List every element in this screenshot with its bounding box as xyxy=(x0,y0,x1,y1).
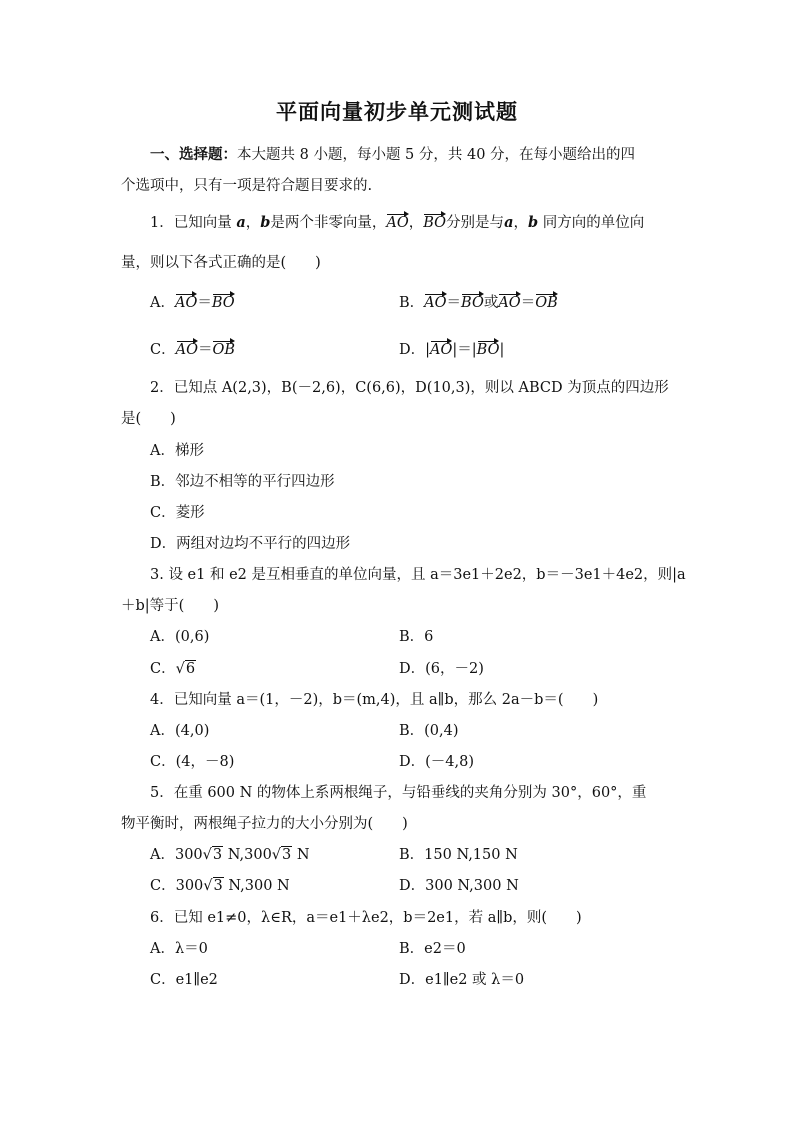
q4-option-a: A．(4,0) xyxy=(150,723,210,739)
q3-stem-line-2: ＋b|等于( ) xyxy=(121,598,219,614)
q4-option-c: C．(4，－8) xyxy=(150,754,235,770)
q2-option-d: D．两组对边均不平行的四边形 xyxy=(150,536,351,552)
q5-stem-line-1: 5．在重 600 N 的物体上系两根绳子，与铅垂线的夹角分别为 30°，60°，重 xyxy=(150,785,647,801)
q5-option-c: C．300√3 N,300 N xyxy=(150,878,290,894)
q1-option-d: D．|AO|＝|BO| xyxy=(399,342,505,358)
q5-option-b: B．150 N,150 N xyxy=(399,847,518,863)
q1-stem-line-2: 量，则以下各式正确的是( ) xyxy=(121,255,321,271)
q3-option-c: C．√6 xyxy=(150,661,196,677)
q1-option-b: B．AO＝BO或AO＝OB xyxy=(399,295,558,311)
q5-option-a: A．300√3 N,300√3 N xyxy=(150,847,310,863)
document-title: 平面向量初步单元测试题 xyxy=(276,100,518,124)
vector-BO: BO xyxy=(423,215,447,231)
q6-option-a: A．λ＝0 xyxy=(150,941,208,957)
section-intro-text-1: 本大题共 8 小题，每小题 5 分，共 40 分，在每小题给出的四 xyxy=(237,147,636,163)
q6-stem: 6．已知 e1≠0，λ∈R，a＝e1＋λe2，b＝2e1，若 a∥b，则( ) xyxy=(150,910,582,926)
q4-stem: 4．已知向量 a＝(1，－2)，b＝(m,4)，且 a∥b，那么 2a－b＝( ) xyxy=(150,692,599,708)
q6-option-d: D．e1∥e2 或 λ＝0 xyxy=(399,972,525,988)
section-intro-line-1 xyxy=(150,145,635,165)
q5-stem-line-2: 物平衡时，两根绳子拉力的大小分别为( ) xyxy=(121,816,408,832)
q3-option-d: D．(6，－2) xyxy=(399,661,484,677)
q3-option-b: B．6 xyxy=(399,629,434,645)
section-intro-line-2: 个选项中，只有一项是符合题目要求的. xyxy=(121,178,373,194)
q2-option-b: B．邻边不相等的平行四边形 xyxy=(150,474,335,490)
q6-option-b: B．e2＝0 xyxy=(399,941,466,957)
section-label: 一、选择题： xyxy=(150,146,237,163)
q2-option-a: A．梯形 xyxy=(150,443,204,459)
q3-option-a: A．(0,6) xyxy=(150,629,210,645)
q4-option-d: D．(－4,8) xyxy=(399,754,474,770)
q5-option-d: D．300 N,300 N xyxy=(399,878,519,894)
vector-AO: AO xyxy=(386,215,409,231)
q6-option-c: C．e1∥e2 xyxy=(150,972,218,988)
q1-option-c: C．AO＝OB xyxy=(150,342,236,358)
q2-stem-line-2: 是( ) xyxy=(121,411,176,427)
q2-stem-line-1: 2．已知点 A(2,3)，B(－2,6)，C(6,6)，D(10,3)，则以 ABCD 为顶点的四边形 xyxy=(150,380,669,396)
q1-stem-line-1: 1．已知向量 a，b是两个非零向量，AO，BO分别是与a，b 同方向的单位向 xyxy=(150,214,645,231)
q4-option-b: B．(0,4) xyxy=(399,723,459,739)
q1-option-a: A．AO＝BO xyxy=(150,295,235,311)
q2-option-c: C．菱形 xyxy=(150,505,205,521)
q3-stem-line-1: 3. 设 e1 和 e2 是互相垂直的单位向量，且 a＝3e1＋2e2，b＝－3e1＋4e2，则|a xyxy=(150,567,686,583)
sqrt-symbol: √6 xyxy=(175,661,196,677)
